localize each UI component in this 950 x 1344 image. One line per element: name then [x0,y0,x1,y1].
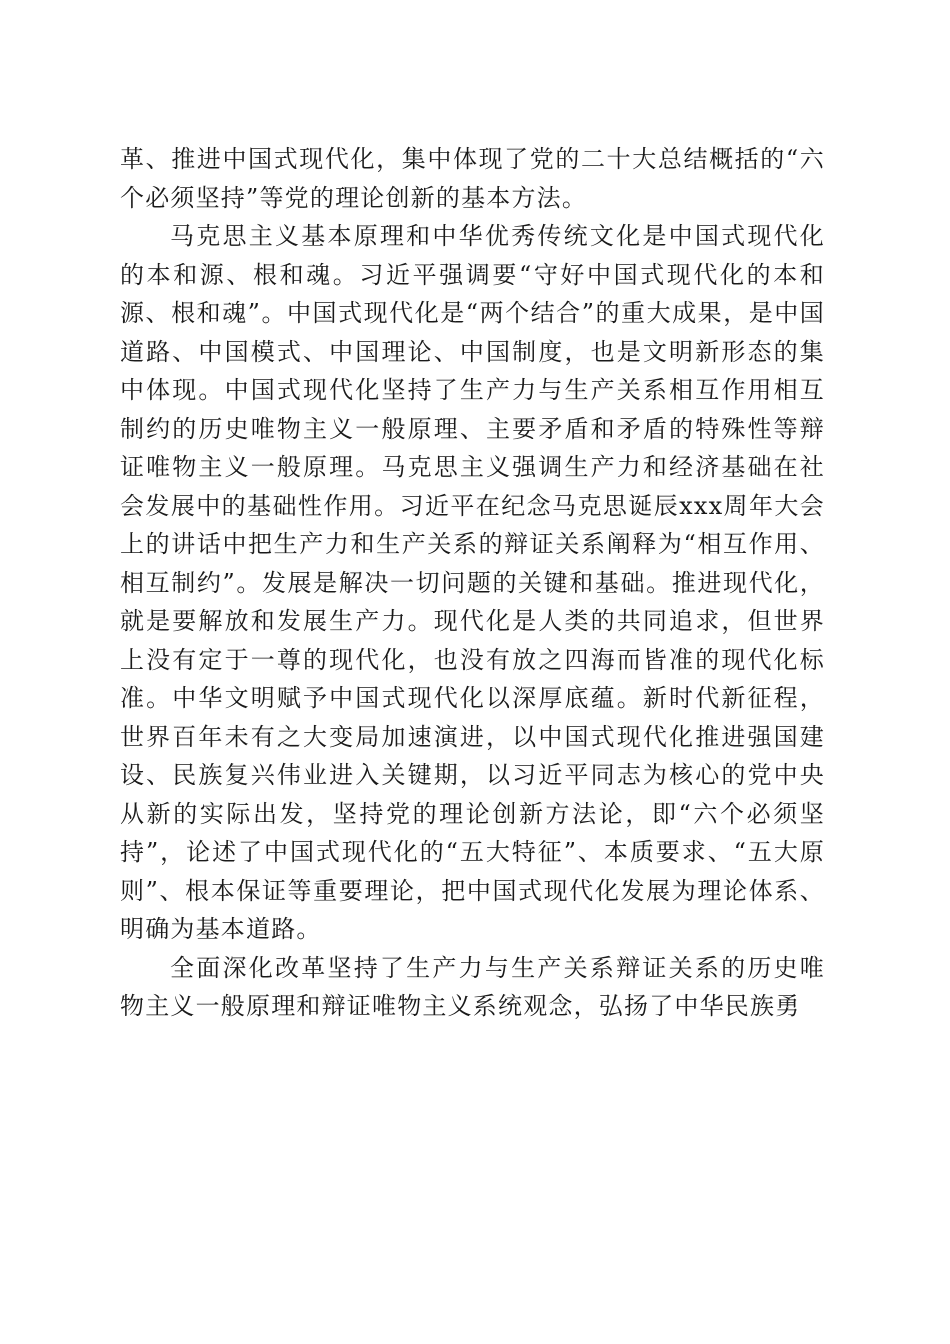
body-text [120,140,825,1026]
paragraph-deepening-reform: 全面深化改革坚持了生产力与生产关系辩证关系的历史唯物主义一般原理和辩证唯物主义系统观念，弘扬了中华民族勇 [120,953,825,1020]
paragraph-continuation: 革、推进中国式现代化，集中体现了党的二十大总结概括的“六个必须坚持”等党的理论创新的基本方法。 [120,145,825,212]
paragraph-modernization-roots: 马克思主义基本原理和中华优秀传统文化是中国式现代化的本和源、根和魂。习近平强调要“守好中国式现代化的本和源、根和魂”。中国式现代化是“两个结合”的重大成果，是中国道路、中国模式、中国理论、中国制度，也是文明新形态的集中体现。中国式现代化坚持了生产力与生产关系相互作用相互制约的历史唯物主义一般原理、主要矛盾和矛盾的特殊性等辩证唯物主义一般原理。马克思主义强调生产力和经济基础在社会发展中的基础性作用。习近平在纪念马克思诞辰xxx周年大会上的讲话中把生产力和生产关系的辩证关系阐释为“相互作用、相互制约”。发展是解决一切问题的关键和基础。推进现代化，就是要解放和发展生产力。现代化是人类的共同追求，但世界上没有定于一尊的现代化，也没有放之四海而皆准的现代化标准。中华文明赋予中国式现代化以深厚底蕴。新时代新征程，世界百年未有之大变局加速演进，以中国式现代化推进强国建设、民族复兴伟业进入关键期，以习近平同志为核心的党中央从新的实际出发，坚持党的理论创新方法论，即“六个必须坚持”，论述了中国式现代化的“五大特征”、本质要求、“五大原则”、根本保证等重要理论，把中国式现代化发展为理论体系、明确为基本道路。 [120,222,825,943]
